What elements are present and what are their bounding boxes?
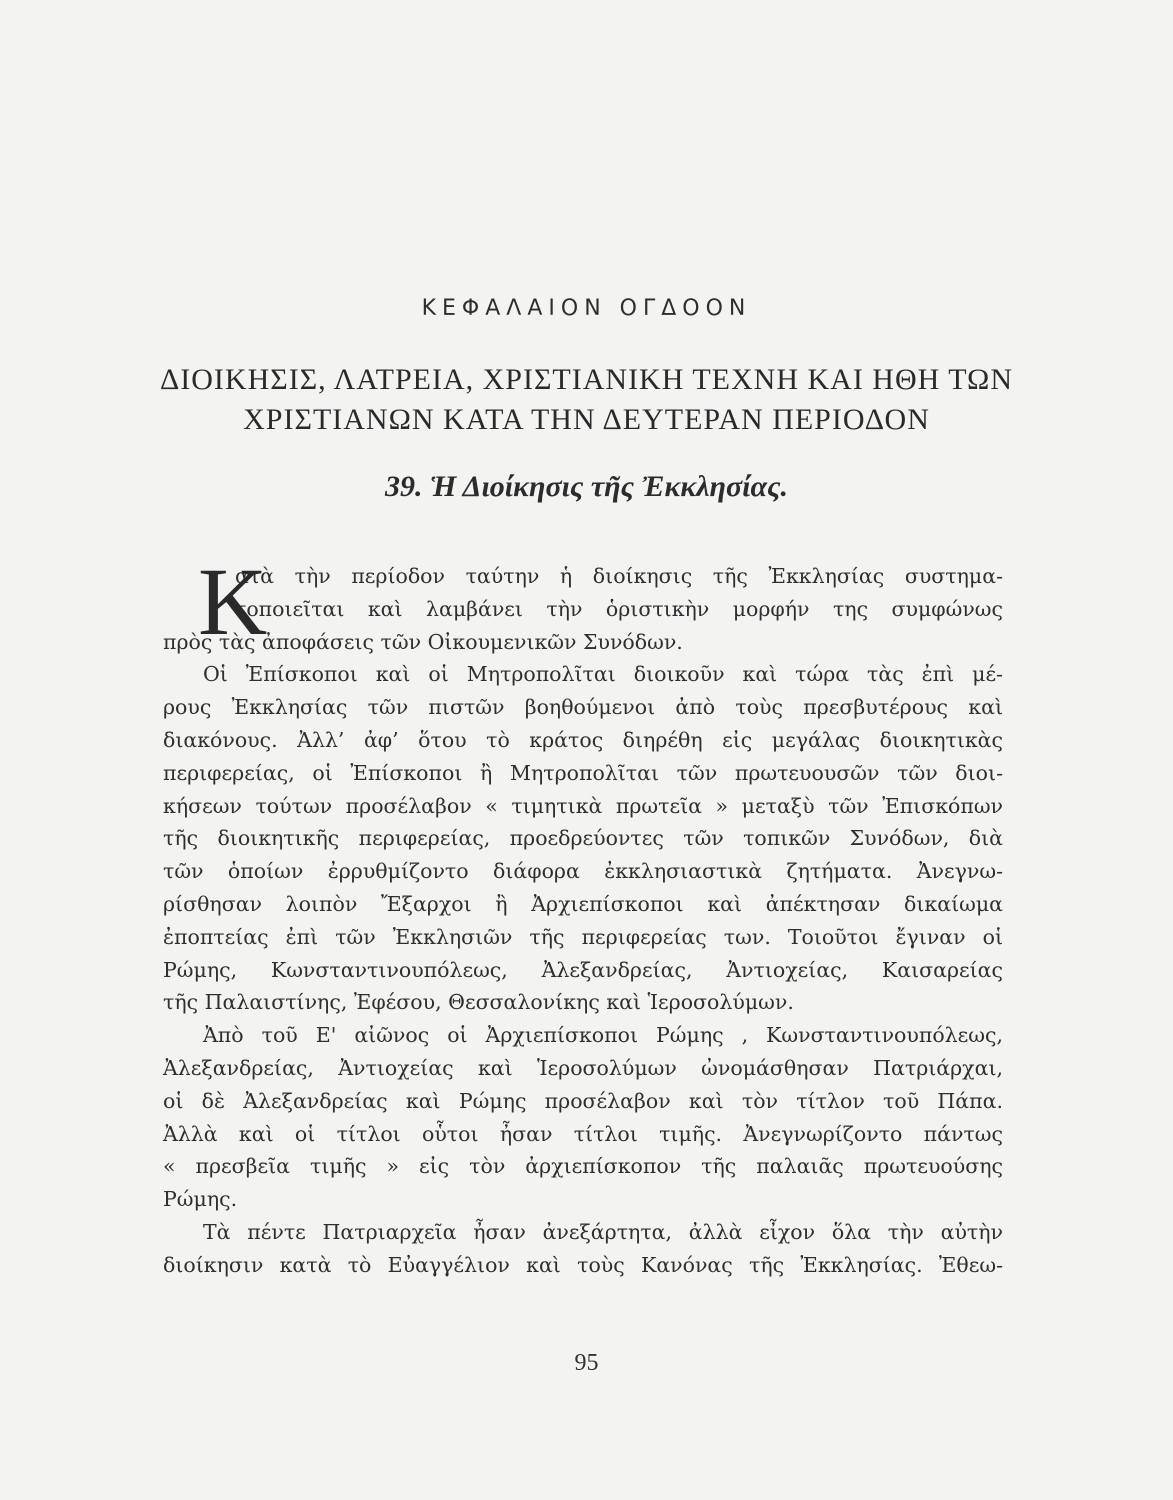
chapter-title-line: ΔΙΟΙΚΗΣΙΣ, ΛΑΤΡΕΙΑ, ΧΡΙΣΤΙΑΝΙΚΗ ΤΕΧΝΗ ΚΑΙ ΗΘΗ ΤΩΝ: [159, 363, 1014, 396]
text-line: οἱ δὲ Ἀλεξανδρείας καὶ Ρώμης προσέλαβον καὶ τὸν τίτλον τοῦ Πάπα.: [163, 1088, 1003, 1113]
section-heading: 39. Ἡ Διοίκησις τῆς Ἐκκλησίας.: [384, 470, 788, 503]
text-line: ρους Ἐκκλησίας τῶν πιστῶν βοηθούμενοι ἀπὸ τοὺς πρεσβυτέρους καὶ: [163, 695, 1003, 720]
drop-cap: Κ: [198, 548, 268, 655]
text-line: Ἀλλὰ καὶ οἱ τίτλοι οὗτοι ἦσαν τίτλοι τιμῆς. Ἀνεγνωρίζοντο πάντως: [163, 1121, 1003, 1146]
paragraph-3: [163, 1019, 1003, 1216]
text-line: τῆς διοικητικῆς περιφερείας, προεδρεύοντες τῶν τοπικῶν Συνόδων, διὰ: [163, 826, 1003, 851]
chapter-title-line: ΧΡΙΣΤΙΑΝΩΝ ΚΑΤΑ ΤΗΝ ΔΕΥΤΕΡΑΝ ΠΕΡΙΟΔΟΝ: [243, 403, 930, 436]
paragraph-4: [163, 1216, 1003, 1282]
text-line: Οἱ Ἐπίσκοποι καὶ οἱ Μητροπολῖται διοικοῦν καὶ τώρα τὰς ἐπὶ μέ-: [203, 662, 1003, 687]
chapter-heading: ΚΕΦΑΛΑΙΟΝ ΟΓΔΟΟΝ: [421, 296, 752, 321]
text-line: πρὸς τὰς ἀποφάσεις τῶν Οἰκουμενικῶν Συνόδων.: [163, 629, 683, 654]
text-line: Τὰ πέντε Πατριαρχεῖα ἦσαν ἀνεξάρτητα, ἀλλὰ εἶχον ὅλα τὴν αὐτὴν: [203, 1219, 1003, 1244]
text-line: τῶν ὁποίων ἐρρυθμίζοντο διάφορα ἐκκλησιαστικὰ ζητήματα. Ἀνεγνω-: [163, 859, 1003, 884]
text-line: διοίκησιν κατὰ τὸ Εὐαγγέλιον καὶ τοὺς Κανόνας τῆς Ἐκκλησίας. Ἐθεω-: [163, 1252, 1003, 1277]
text-line: ατὰ τὴν περίοδον ταύτην ἡ διοίκησις τῆς Ἐκκλησίας συστημα-: [235, 564, 1003, 588]
chapter-title: [90, 360, 1083, 440]
text-line: ρίσθησαν λοιπὸν Ἔξαρχοι ἢ Ἀρχιεπίσκοποι καὶ ἀπέκτησαν δικαίωμα: [163, 891, 1003, 916]
text-line: Ρώμης, Κωνσταντινουπόλεως, Ἀλεξανδρείας, Ἀντιοχείας, Καισαρείας: [163, 957, 1003, 982]
page-number: 95: [574, 1350, 599, 1376]
text-line: Ρώμης.: [163, 1187, 238, 1212]
text-line: « πρεσβεῖα τιμῆς » εἰς τὸν ἀρχιεπίσκοπον τῆς παλαιᾶς πρωτευούσης: [163, 1154, 1003, 1179]
text-line: διακόνους. Ἀλλ’ ἀφ’ ὅτου τὸ κράτος διηρέθη εἰς μεγάλας διοικητικὰς: [163, 727, 1003, 752]
paragraph-1: [163, 548, 1003, 658]
text-line: τοποιεῖται καὶ λαμβάνει τὴν ὁριστικὴν μορφήν της συμφώνως: [235, 596, 1003, 621]
text-line: Ἀπὸ τοῦ Ε' αἰῶνος οἱ Ἀρχιεπίσκοποι Ρώμης , Κωνσταντινουπόλεως,: [203, 1023, 1003, 1048]
text-line: κήσεων τούτων προσέλαβον « τιμητικὰ πρωτεῖα » μεταξὺ τῶν Ἐπισκόπων: [163, 793, 1003, 818]
body-text: [163, 548, 1003, 1282]
paragraph-2: [163, 658, 1003, 1019]
text-line: ἐποπτείας ἐπὶ τῶν Ἐκκλησιῶν τῆς περιφερείας των. Τοιοῦτοι ἔγιναν οἱ: [163, 924, 1003, 949]
text-line: τῆς Παλαιστίνης, Ἐφέσου, Θεσσαλονίκης καὶ Ἱεροσολύμων.: [163, 990, 794, 1015]
text-line: Ἀλεξανδρείας, Ἀντιοχείας καὶ Ἱεροσολύμων ὠνομάσθησαν Πατριάρχαι,: [163, 1055, 1003, 1080]
text-line: περιφερείας, οἱ Ἐπίσκοποι ἢ Μητροπολῖται τῶν πρωτευουσῶν τῶν διοι-: [163, 760, 1003, 785]
